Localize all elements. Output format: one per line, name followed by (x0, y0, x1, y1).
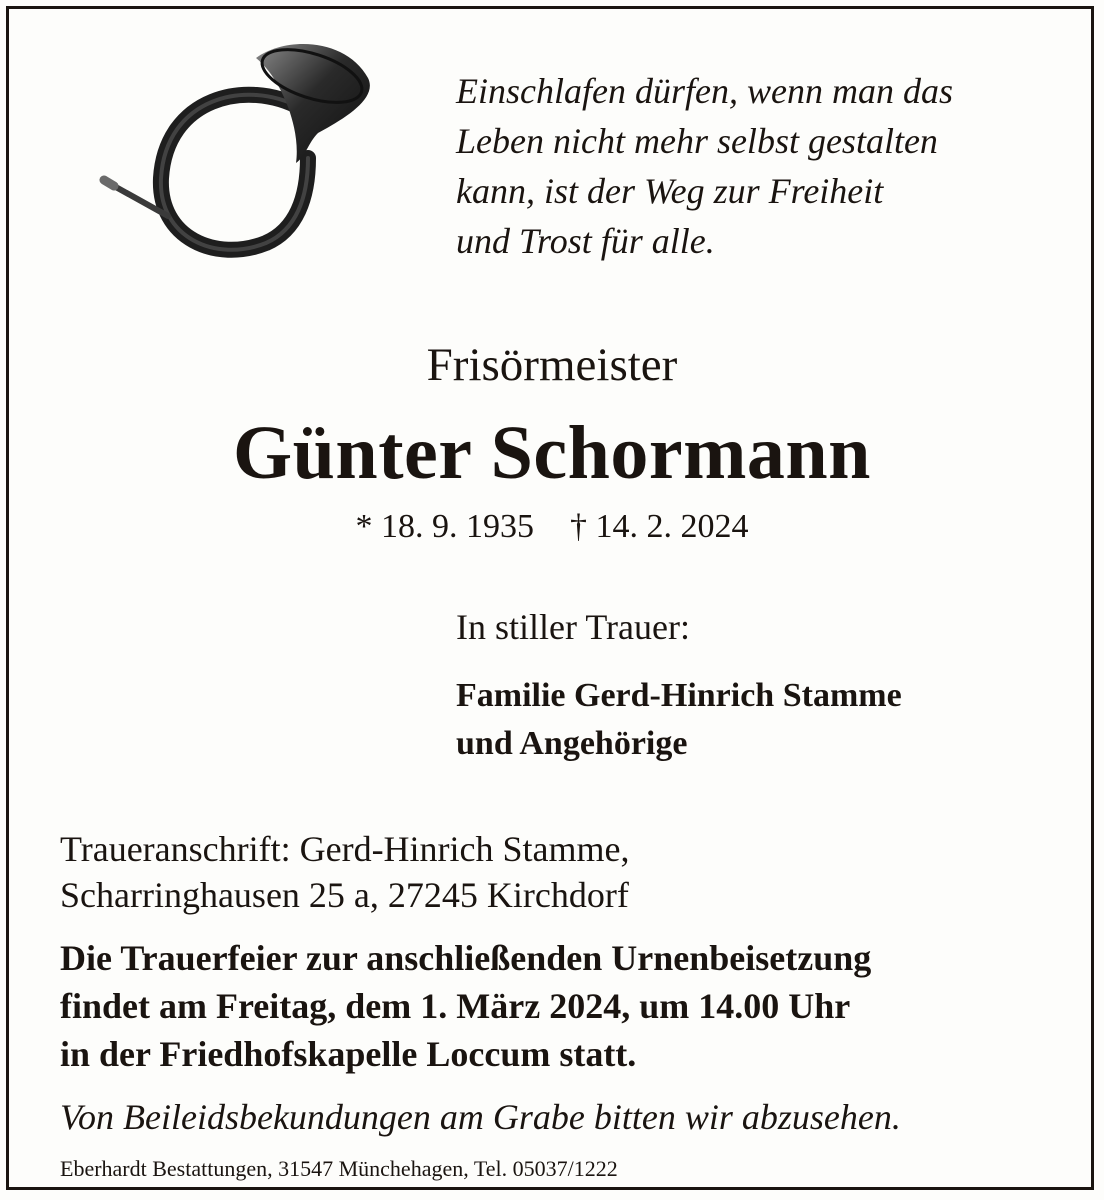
death-date: † 14. 2. 2024 (570, 508, 749, 545)
funeral-service-info (60, 934, 871, 1078)
deceased-profession: Frisörmeister (426, 339, 678, 391)
condolence-note: Von Beileidsbekundungen am Grabe bitten wir abzusehen. (60, 1097, 901, 1137)
hunting-horn-icon (96, 38, 386, 278)
service-line: findet am Freitag, dem 1. März 2024, um 14.00 Uhr (60, 986, 851, 1026)
mourners-line: Familie Gerd-Hinrich Stamme (456, 677, 902, 714)
service-line: Die Trauerfeier zur anschließenden Urnenbeisetzung (60, 938, 872, 978)
deceased-name: Günter Schormann (233, 411, 871, 495)
address-line: Scharringhausen 25 a, 27245 Kirchdorf (60, 875, 629, 915)
life-dates (0, 508, 1104, 546)
epitaph-quote (456, 66, 1066, 266)
service-line: in der Friedhofskapelle Loccum statt. (60, 1034, 637, 1074)
mourning-address (60, 826, 630, 918)
quote-line: und Trost für alle. (456, 221, 715, 261)
address-line: Traueranschrift: Gerd-Hinrich Stamme, (60, 829, 630, 869)
quote-line: Leben nicht mehr selbst gestalten (456, 121, 938, 161)
mourners-names (456, 672, 902, 768)
funeral-home-footer: Eberhardt Bestattungen, 31547 Münchehagen, Tel. 05037/1222 (60, 1156, 618, 1181)
quote-line: kann, ist der Weg zur Freiheit (456, 171, 884, 211)
mourners-line: und Angehörige (456, 725, 688, 762)
mourners-label: In stiller Trauer: (456, 607, 690, 647)
quote-line: Einschlafen dürfen, wenn man das (456, 71, 953, 111)
birth-date: * 18. 9. 1935 (355, 508, 534, 545)
